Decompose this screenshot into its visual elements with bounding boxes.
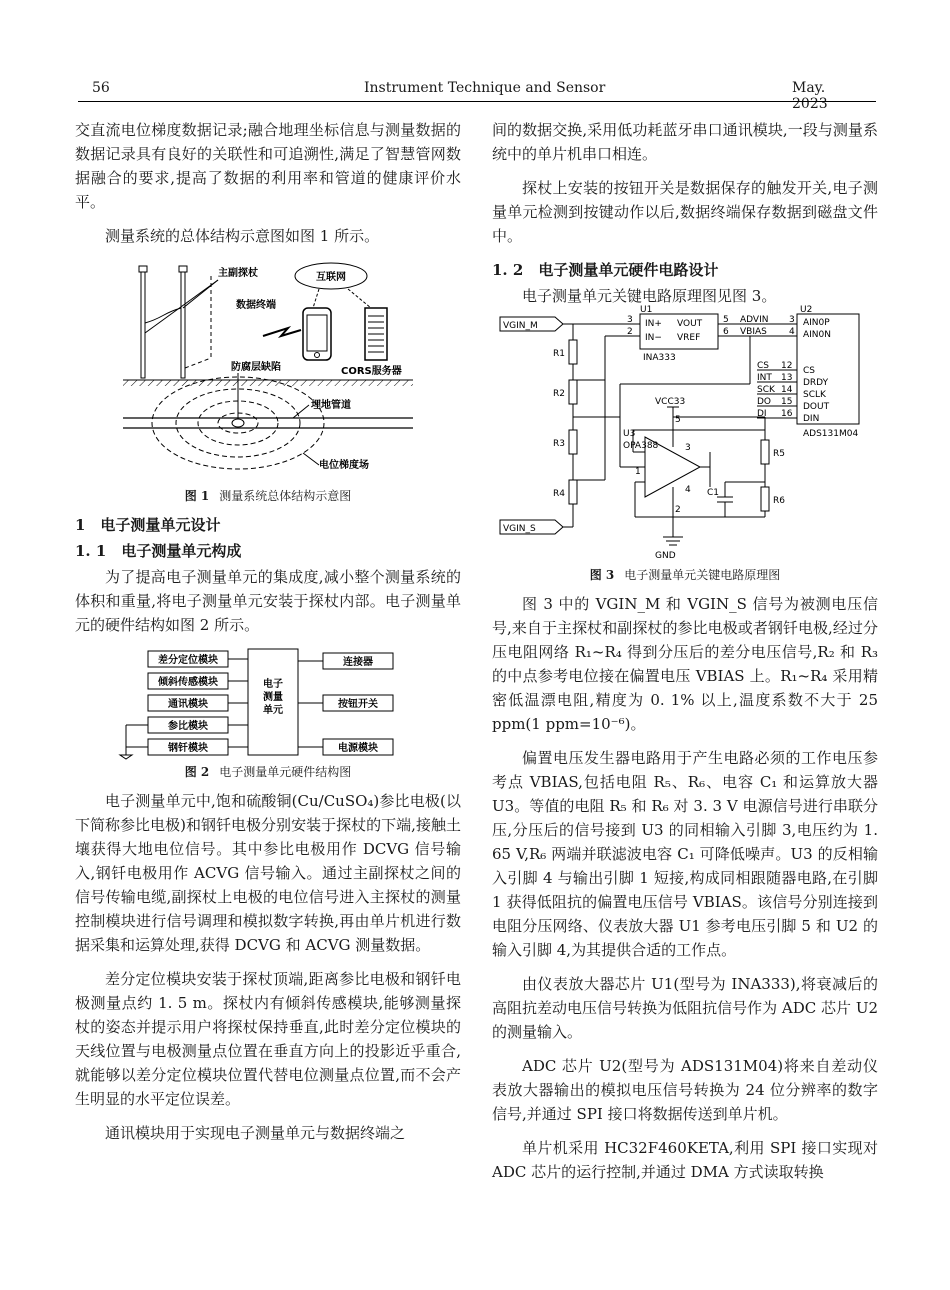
svg-text:6: 6 xyxy=(723,327,729,337)
svg-text:电子: 电子 xyxy=(263,679,283,690)
svg-text:VGIN_M: VGIN_M xyxy=(503,321,538,331)
ground-surface xyxy=(123,380,413,386)
svg-text:12: 12 xyxy=(781,361,793,371)
paragraph: 由仪表放大器芯片 U1(型号为 INA333),将衰减后的高阻抗差动电压信号转换为低阻抗信号作为 ADC 芯片 U2 的测量输入。 xyxy=(492,975,878,1041)
left-column xyxy=(75,118,461,1145)
figure-3-caption: 图 3 电子测量单元关键电路原理图 xyxy=(589,568,781,582)
right-column xyxy=(492,118,878,1184)
svg-text:CS: CS xyxy=(803,366,815,376)
resistor-r2 xyxy=(569,380,577,404)
svg-text:OPA388: OPA388 xyxy=(623,441,659,451)
svg-text:VREF: VREF xyxy=(677,333,701,343)
svg-text:测量: 测量 xyxy=(263,692,283,703)
svg-text:通讯模块: 通讯模块 xyxy=(168,699,208,710)
svg-text:1: 1 xyxy=(635,467,641,477)
svg-text:ADS131M04: ADS131M04 xyxy=(803,429,859,439)
svg-text:16: 16 xyxy=(781,409,793,419)
svg-text:SCK: SCK xyxy=(757,385,775,395)
paragraph: 图 3 中的 VGIN_M 和 VGIN_S 信号为被测电压信号,来自于主探杖和副探杖的参比电极或者钢钎电极,经过分压电阻网络 R₁~R₄ 得到分压后的差分电压信号,R₂ 和 R₃ 的中点参考电位接在偏置电压 VBIAS 上。R₁~R₄ 采用精密低温漂电阻,精度为 0. 1% 以上,温度系数不大于 25 ppm(1 ppm=10⁻⁶)。 xyxy=(492,595,878,733)
paragraph: 偏置电压发生器电路用于产生电路必须的工作电压参考点 VBIAS,包括电阻 R₅、R₆、电容 C₁ 和运算放大器 U3。等值的电阻 R₅ 和 R₆ 对 3. 3 V 电源信号进行串联分压,分压后的信号接到 U3 的同相输入引脚 3,电压约为 1. 65 V,R₆ 两端并联滤波电容 C₁ 可降低噪声。U3 的反相输入引脚 4 与输出引脚 1 短接,构成同相跟随器电路,在引脚 1 获得低阻抗的偏置电压信号 VBIAS。该信号分别连接到电阻分压网络、仪表放大器 U1 参考电压引脚 5 和 U2 的输入引脚 4,为其提供合适的工作点。 xyxy=(492,749,878,959)
svg-text:INA333: INA333 xyxy=(643,353,676,363)
svg-text:DO: DO xyxy=(757,397,772,407)
svg-text:5: 5 xyxy=(675,415,681,425)
journal-name: Instrument Technique and Sensor xyxy=(364,80,606,96)
svg-text:13: 13 xyxy=(781,373,793,383)
svg-text:DIN: DIN xyxy=(803,414,820,424)
svg-text:CORS服务器: CORS服务器 xyxy=(341,366,402,377)
svg-text:数据终端: 数据终端 xyxy=(236,300,276,311)
figure-2-caption: 图 2 电子测量单元硬件结构图 xyxy=(184,765,352,779)
svg-text:R1: R1 xyxy=(553,349,565,359)
running-header xyxy=(92,80,862,112)
paragraph: ADC 芯片 U2(型号为 ADS131M04)将来自差动仪表放大器输出的模拟电压信号转换为 24 位分辨率的数字信号,并通过 SPI 接口将数据传送到单片机。 xyxy=(492,1057,878,1123)
resistor-r6 xyxy=(761,487,769,511)
svg-text:ADVIN: ADVIN xyxy=(740,315,769,325)
svg-text:GND: GND xyxy=(655,551,676,561)
sub-probe xyxy=(181,268,185,378)
svg-text:电源模块: 电源模块 xyxy=(338,743,378,754)
svg-text:IN−: IN− xyxy=(645,333,662,343)
svg-text:DRDY: DRDY xyxy=(803,378,829,388)
paragraph: 交直流电位梯度数据记录;融合地理坐标信息与测量数据的数据记录具有良好的关联性和可追溯性,满足了智慧管网数据融合的要求,提高了数据的利用率和管道的健康评价水平。 xyxy=(75,121,461,211)
paragraph: 电子测量单元中,饱和硫酸铜(Cu/CuSO₄)参比电极(以下简称参比电极)和钢钎电极分别安装于探杖的下端,接触土壤获得大地电位信号。其中参比电极用作 DCVG 信号输入,钢钎电极用作 ACVG 信号输入。通过主副探杖之间的信号传输电缆,副探杖上电极的电位信号进入主探杖的测量控制模块进行信号调理和模拟数字转换,再由单片机进行数据采集和运算处理,获得 DCVG 和 ACVG 测量数据。 xyxy=(75,792,461,954)
svg-text:4: 4 xyxy=(685,485,691,495)
svg-text:5: 5 xyxy=(723,315,729,325)
resistor-r5 xyxy=(761,440,769,464)
figure-2-hardware-diagram xyxy=(118,647,418,759)
svg-text:埋地管道: 埋地管道 xyxy=(311,400,351,411)
paragraph: 测量系统的总体结构示意图如图 1 所示。 xyxy=(105,227,380,245)
svg-text:R6: R6 xyxy=(773,496,785,506)
svg-text:U1: U1 xyxy=(640,305,653,315)
svg-text:连接器: 连接器 xyxy=(343,657,373,668)
figure-3-circuit-schematic xyxy=(495,305,875,562)
defect-mark xyxy=(232,419,244,427)
main-probe xyxy=(141,268,145,378)
svg-text:3: 3 xyxy=(685,443,691,453)
paragraph: 探杖上安装的按钮开关是数据保存的触发开关,电子测量单元检测到按键动作以后,数据终端保存数据到磁盘文件中。 xyxy=(492,179,878,245)
svg-text:15: 15 xyxy=(781,397,793,407)
svg-text:AIN0P: AIN0P xyxy=(803,318,830,328)
svg-text:R5: R5 xyxy=(773,449,785,459)
svg-text:AIN0N: AIN0N xyxy=(803,330,832,340)
svg-text:14: 14 xyxy=(781,385,793,395)
svg-text:C1: C1 xyxy=(707,488,720,498)
ground-icon xyxy=(120,755,132,759)
svg-text:R3: R3 xyxy=(553,439,565,449)
paragraph: 单片机采用 HC32F460KETA,利用 SPI 接口实现对 ADC 芯片的运行控制,并通过 DMA 方式读取转换 xyxy=(492,1139,878,1181)
svg-text:R2: R2 xyxy=(553,389,565,399)
svg-text:3: 3 xyxy=(627,315,633,325)
svg-text:R4: R4 xyxy=(553,489,565,499)
figure-1-system-diagram xyxy=(123,258,413,483)
resistor-r1 xyxy=(569,340,577,364)
resistor-r4 xyxy=(569,480,577,504)
svg-text:电位梯度场: 电位梯度场 xyxy=(319,460,369,471)
svg-text:3: 3 xyxy=(789,315,795,325)
figure-1-caption: 图 1 测量系统总体结构示意图 xyxy=(184,489,352,503)
resistor-r3 xyxy=(569,430,577,454)
svg-text:IN+: IN+ xyxy=(645,319,662,329)
svg-text:VOUT: VOUT xyxy=(677,319,703,329)
svg-text:互联网: 互联网 xyxy=(316,272,346,283)
section-heading: 1 电子测量单元设计 xyxy=(75,516,221,534)
svg-text:DI: DI xyxy=(757,409,767,419)
paragraph: 间的数据交换,采用低功耗蓝牙串口通讯模块,一段与测量系统中的单片机串口相连。 xyxy=(492,121,878,163)
svg-text:4: 4 xyxy=(789,327,795,337)
svg-text:U2: U2 xyxy=(800,305,813,315)
paragraph: 差分定位模块安装于探杖顶端,距离参比电极和钢钎电极测量点约 1. 5 m。探杖内有倾斜传感模块,能够测量探杖的姿态并提示用户将探杖保持垂直,此时差分定位模块的天线位置与电极测量点位置在垂直方向上的投影近乎重合,就能够以差分定位模块位置代替电位测量点位置,而不会产生明显的水平定位误差。 xyxy=(75,970,461,1108)
svg-text:钢钎模块: 钢钎模块 xyxy=(168,743,208,754)
paragraph: 通讯模块用于实现电子测量单元与数据终端之 xyxy=(105,1124,406,1142)
svg-text:DOUT: DOUT xyxy=(803,402,830,412)
paragraph: 为了提高电子测量单元的集成度,减小整个测量系统的体积和重量,将电子测量单元安装于探杖内部。电子测量单元的硬件结构如图 2 所示。 xyxy=(75,568,461,634)
svg-text:2: 2 xyxy=(675,505,681,515)
issue-date: May. 2023 xyxy=(792,80,828,112)
wireless-icon xyxy=(263,328,301,336)
svg-text:单元: 单元 xyxy=(263,705,283,716)
svg-text:防腐层缺陷: 防腐层缺陷 xyxy=(231,362,281,373)
probe-label: 主副探杖 xyxy=(218,268,258,279)
paragraph: 电子测量单元关键电路原理图见图 3。 xyxy=(522,287,777,305)
svg-text:CS: CS xyxy=(757,361,769,371)
subsection-heading: 1. 2 电子测量单元硬件电路设计 xyxy=(492,261,719,279)
subsection-heading: 1. 1 电子测量单元构成 xyxy=(75,542,242,560)
svg-text:VCC33: VCC33 xyxy=(655,397,686,407)
svg-text:SCLK: SCLK xyxy=(803,390,826,400)
header-rule xyxy=(78,101,876,102)
svg-text:INT: INT xyxy=(757,373,772,383)
svg-text:VGIN_S: VGIN_S xyxy=(503,524,536,534)
svg-text:差分定位模块: 差分定位模块 xyxy=(158,655,218,666)
svg-text:倾斜传感模块: 倾斜传感模块 xyxy=(158,677,218,688)
svg-text:按钮开关: 按钮开关 xyxy=(338,699,378,710)
svg-text:参比模块: 参比模块 xyxy=(168,721,208,732)
svg-text:VBIAS: VBIAS xyxy=(740,327,767,337)
svg-text:2: 2 xyxy=(627,327,633,337)
page-number: 56 xyxy=(92,80,110,96)
svg-text:U3: U3 xyxy=(623,429,636,439)
